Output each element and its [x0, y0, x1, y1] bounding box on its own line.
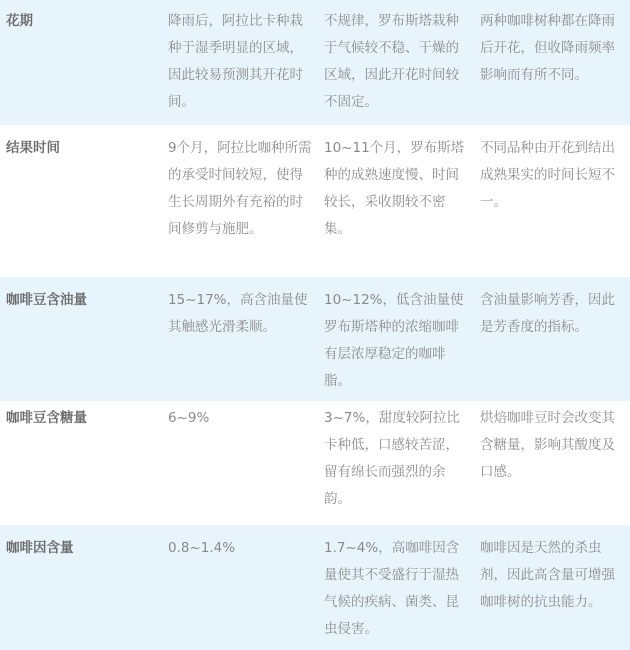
note-cell: 两种咖啡树种都在降雨后开花，但收降雨频率影响而有所不同。 [480, 13, 615, 83]
row-label: 花期 [6, 13, 33, 29]
row-label: 咖啡豆含油量 [6, 292, 87, 308]
row-label: 咖啡豆含糖量 [6, 410, 87, 426]
note-cell: 烘焙咖啡豆时会改变其含糖量，影响其酸度及口感。 [480, 410, 615, 480]
table-row-flowering [0, 0, 630, 125]
table-row-sugar-content [0, 401, 630, 525]
note-cell: 咖啡因是天然的杀虫剂，因此高含量可增强咖啡树的抗虫能力。 [480, 540, 615, 610]
note-cell: 不同品种由开花到结出成熟果实的时间长短不一。 [480, 140, 615, 210]
table-row-oil-content [0, 277, 630, 401]
robusta-cell: 1.7~4%，高咖啡因含量使其不受盛行于湿热气候的疾病、菌类、昆虫侵害。 [324, 540, 460, 637]
table-row-caffeine-content [0, 525, 630, 650]
robusta-cell: 10~11个月，罗布斯塔种的成熟速度慢、时间较长，采收期较不密集。 [324, 140, 465, 237]
arabica-cell: 15~17%，高含油量使其触感光滑柔顺。 [168, 292, 308, 335]
robusta-cell: 10~12%，低含油量使罗布斯塔种的浓缩咖啡有层浓厚稳定的咖啡脂。 [324, 292, 464, 389]
row-label: 结果时间 [6, 140, 60, 156]
arabica-cell: 9个月，阿拉比咖种所需的承受时间较短，使得生长周期外有充裕的时间修剪与施肥。 [168, 140, 312, 237]
arabica-cell: 降雨后，阿拉比卡种栽种于湿季明显的区域，因此较易预测其开花时间。 [168, 13, 303, 110]
robusta-cell: 不规律，罗布斯塔栽种于气候较不稳、干燥的区域，因此开花时间较不固定。 [324, 13, 459, 110]
arabica-cell: 0.8~1.4% [168, 540, 236, 556]
table-row-fruiting-time [0, 125, 630, 277]
row-label: 咖啡因含量 [6, 540, 74, 556]
robusta-cell: 3~7%，甜度较阿拉比卡种低，口感较苦涩，留有绵长而强烈的余韵。 [324, 410, 460, 507]
arabica-cell: 6~9% [168, 410, 210, 426]
note-cell: 含油量影响芳香，因此是芳香度的指标。 [480, 292, 615, 335]
